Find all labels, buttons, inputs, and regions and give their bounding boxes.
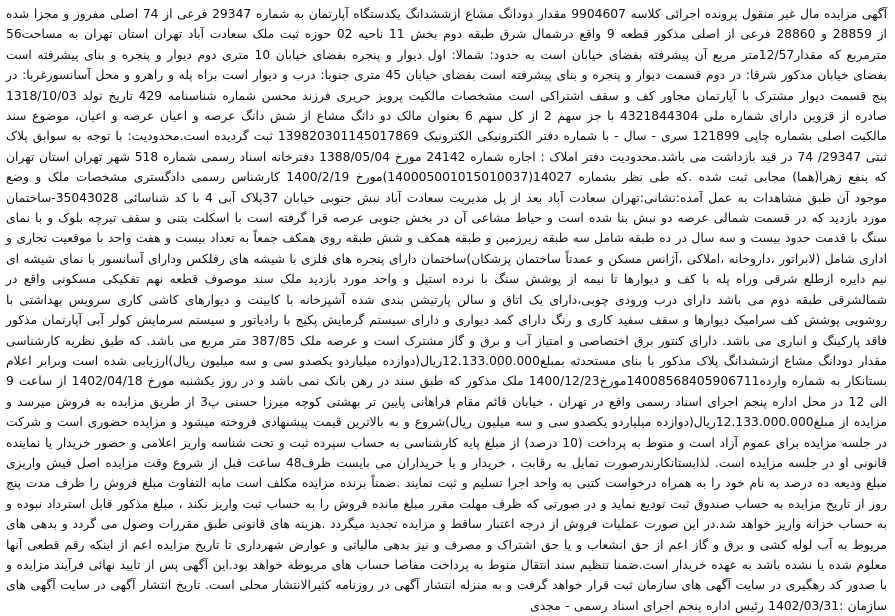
notice-body-text: آگهی مزایده مال غیر منقول پرونده اجرائی کلاسه 9904607 مقدار دودانگ مشاع ازششدانگ یکدستگاه آپارتمان به شماره 29347 فرعی از 74 اصلی مفروز و مجزا شده از 28859 و 28860 فرعی از اصلی مذکور قطعه 9 واقع درشمال شرق طبقه دوم بخش 11 ناحیه 02 حوزه ثبت ملک سعادت آباد تهران استان تهران به مساحت56 مترمربع که مقدار12/57متر مربع آن پیشرفته بفضای خیابان است به حدود: شمالا: اول دیوار و پنجره بفضای خیابان 10 متری دوم دیوار و پنجره و بنای پیشرفته است بفضای خیابان مذکور شرقا: در دوم قسمت دیوار و پنجره و بنای پیشرفته است بفضای خیابان 45 متری جنوبا: درب و دیوار است براه پله و راهرو و محل آسانسورغربا: در پنج قسمت دیوار مشترک با آپارتمان مجاور کف و سقف اشتراکی است مشخصات مالکیت پرویز حریری فرزند محسن شماره شناسنامه 429 تاریخ تولد 1318/10/03 صادره از قزوین دارای شماره ملی 4321844304 با جز سهم 2 از کل سهم 6 بعنوان مالک دو دانگ مشاع از شش دانگ عرصه و اعیان عرصه و اعیان، موضوع سند مالکیت اصلی بشماره چاپی 121899 سری - سال - با شماره دفتر الکترونیکی الکترونیک 139820301145017869 ثبت گردیده است.محدودیت: با توجه به سوابق پلاک ثبتی 29347/ 74 در قید بازداشت می باشد.محدودیت دفتر املاک : اجاره شماره 24142 مورخ 1388/05/04 دفترخانه اسناد رسمی شماره 518 شهر تهران استان تهران که بنفع زهرا(هما) مجابی ثبت شده .که طی نظر بشماره 14027(140005001015010037)مورخ 1400/2/19 کارشناس رسمی دادگستری مشخصات ملک و وضع موجود آن طبق مشاهدات به عمل آمده:نشانی:تهران سعادت آباد بعد از پل مدیریت سعادت آباد نبش جنوبی خیابان 37پلاک آبی 4 با کد شناسائی 35043028-ساختمان مورد بازدید که در قسمت شمالی عرصه دو نبش بنا شده است و حیاط مشاعی آن در بخش جنوبی عرصه قرا گرفته است با اسکلت بتنی و سقف تیرچه بلوک و با نمای سنگ با قدمت حدود بیست و سه سال در ده طبقه شامل سه طبقه زیرزمین و طبقه همکف و شش طبقه روی همکف جمعاً به تعداد بیست و هفت واحد با موقعیت تجاری و اداری شامل (لابراتور ،داروخانه ،املاکی ،آژانس مسکن و عمدتاً ساختمان پزشکان)ساختمان دارای پنجره های فلزی با شیشه های رفلکس ودارای آسانسور با نمای شیشه ای نیم دایره ازطلع شرقی وراه پله با کف و دیوارها تا نیمه از پوشش سنگ با نرده استیل و واحد مورد بازدید ملک سند موصوف قطعه نهم تفکیکی مسکونی واقع در شمالشرقی طبقه دوم می باشد دارای درب ورودی چوبی،دارای یک اتاق و سالن پارتیشن بندی شده آشپزخانه با کابینت و دیوارهای کاشی کاری سرویس بهداشتی با روشویی پوشش کف سرامیک دیوارها و سقف سفید کاری و رنگ دارای کمد دیواری و دارای سیستم گرمایش پکیج با رادیاتور و سیستم سرمایش کولر آبی آپارتمان مذکور فاقد پارکینگ و انباری می باشد. دارای کنتور برق اختصاصی و امتیاز آب و برق و گاز مشترک است و عرصه ملک 387/85 متر مربع می باشد. که طبق نظریه کارشناسی مقدار دودانگ مشاع ازششدانگ پلاک مذکور با بنای مستحدثه بمبلغ12.133.000.000ریال(دوازده میلیاردو یکصدو سی و سه میلیون ریال)ارزیابی شده است وبرابر اعلام بستانکار به شماره وارده14008568405906711مورخ1400/12/23 ملک مذکور که طبق سند در رهن بانک نمی باشد و در روز یکشنبه مورخ 1402/04/18 از ساعت 9 الی 12 در محل اداره پنجم اجرای اسناد رسمی واقع در تهران ، خیابان قائم مقام فراهانی پایین تر بهشتی کوچه میرزا حسنی پ3 از طریق مزایده به فروش میرسد و مزایده از مبلغ12.133.000.000ریال(دوازده میلیاردو یکصدو سی و سه میلیون ریال)شروع و به بالاترین قیمت پیشنهادی فروخته میشود و مزایده حضوری است و شرکت در جلسه مزایده برای عموم آزاد است و منوط به پرداخت (10 درصد) از مبلغ پایه کارشناسی به حساب سپرده ثبت و تحت شناسه واریز اعلامی و حضور خریدار یا نماینده قانونی او در جلسه مزایده است. لذابستانکارندرصورت تمایل به رقابت ، خریدار و یا خریداران می بایست ظرف48 ساعت قبل از شروع وقت مزایده اصل فیش واریزی مبلغ ودیعه ده درصد به نام خود را به همراه درخواست کتبی به واحد اجرا تسلیم و ثبت نمایند .ضمناً برنده مزایده مکلف است مابه التفاوت مبلغ فروش را ظرف مدت پنج روز از تاریخ مزایده به حساب صندوق ثبت تودیع نماید و در صورتی که ظرف مهلت مقرر مبلغ مانده فروش را به حساب ثبت واریز نکند ، مبلغ مذکور قابل استرداد نبوده و به حساب خزانه واریز خواهد شد.در این صورت عملیات فروش از درجه اعتبار ساقط و مزایده تجدید میگردد .هزینه های قانونی طبق مقررات وصول می گردد و بدهی های مربوط به آب لوله کشی و برق و گاز اعم از حق انشعاب و یا حق اشتراک و مصرف و نیز بدهی مالیاتی و عوارض شهرداری تا تاریخ مزایده اعم از اینکه رقم قطعی آنها معلوم شده یا نشده باشد به عهده خریدار است.ضمنا تنظیم سند انتقال منوط به پرداخت مفاصا حساب های مربوطه خواهد بود.این آگهی پس از تایید نهائی فرآیند مزایده و با صدور کد رهگیری در سایت آگهی های سازمان ثبت قرار خواهد گرفت و به منزله انتشار آگهی در روزنامه کثیرالانتشار محلی است. تاریخ انتشار آگهی در سایت آگهی های سازمان :1402/03/31 رئیس اداره پنجم اجرای اسناد رسمی - مجدی: [6, 7, 888, 613]
